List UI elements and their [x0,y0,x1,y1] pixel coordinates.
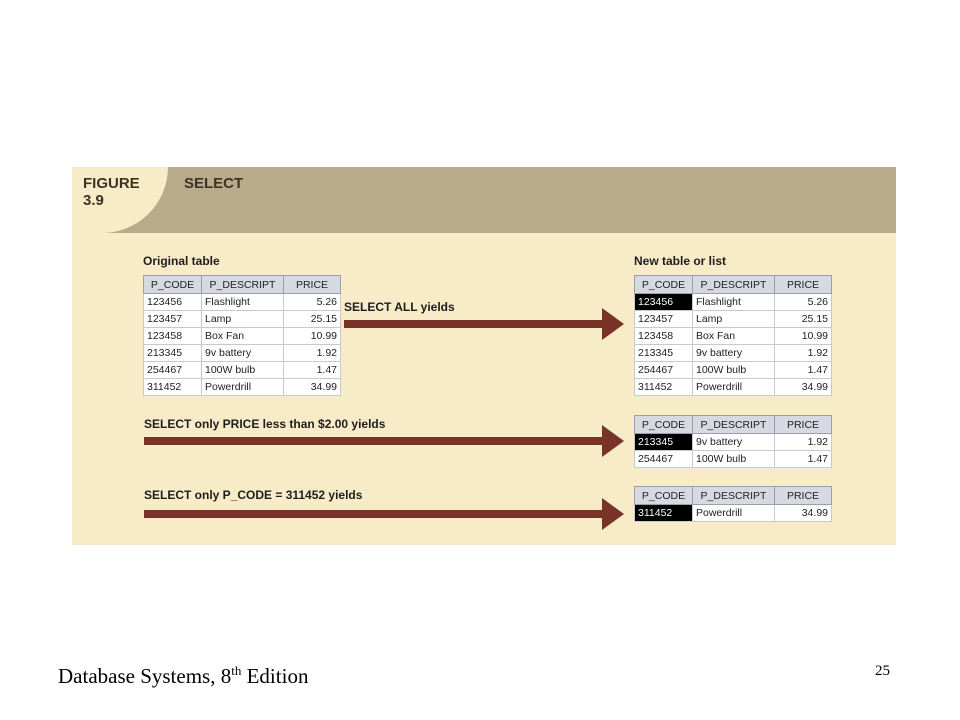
p-descript-cell: Box Fan [693,328,775,345]
select-code-label: SELECT only P_CODE = 311452 yields [144,488,363,502]
p-code-cell: 123458 [635,328,693,345]
price-cell: 34.99 [775,379,832,396]
original-table [143,275,341,396]
figure-number-value: 3.9 [83,192,104,209]
table-row [635,311,832,328]
p-descript-cell: 9v battery [202,345,284,362]
figure-title: SELECT [184,175,244,192]
p-descript-cell: Box Fan [202,328,284,345]
p-descript-cell: 100W bulb [693,362,775,379]
figure-number-word: FIGURE [83,175,140,192]
price-cell: 1.47 [775,451,832,468]
price-cell: 1.92 [775,434,832,451]
column-header: P_DESCRIPT [202,276,284,294]
price-cell: 10.99 [775,328,832,345]
table-header-row [635,416,832,434]
column-header: P_CODE [144,276,202,294]
p-code-cell: 254467 [144,362,202,379]
p-descript-cell: Powerdrill [693,505,775,522]
column-header: P_CODE [635,416,693,434]
p-descript-cell: Lamp [693,311,775,328]
p-code-cell: 311452 [635,379,693,396]
table-header-row [635,487,832,505]
table-row [635,379,832,396]
p-code-cell: 123457 [144,311,202,328]
p-code-cell: 123457 [635,311,693,328]
footer-title-suffix: Edition [241,664,309,688]
new-table-label: New table or list [634,254,727,268]
price-cell: 34.99 [284,379,341,396]
price-cell: 5.26 [284,294,341,311]
column-header: P_DESCRIPT [693,416,775,434]
column-header: P_CODE [635,487,693,505]
p-code-cell: 254467 [635,451,693,468]
price-cell: 25.15 [775,311,832,328]
p-code-cell-selected: 213345 [635,434,693,451]
select-code-arrow [144,510,602,518]
table-row [144,311,341,328]
p-code-cell: 311452 [144,379,202,396]
table-row [635,362,832,379]
table-row [635,434,832,451]
table-row [144,294,341,311]
p-descript-cell: 100W bulb [693,451,775,468]
column-header: P_DESCRIPT [693,487,775,505]
select-price-label: SELECT only PRICE less than $2.00 yields [144,417,386,431]
column-header: PRICE [775,487,832,505]
footer-title-prefix: Database Systems, 8 [58,664,232,688]
page-number: 25 [875,663,890,679]
table-row [144,345,341,362]
result-code-table [634,486,832,522]
column-header: P_CODE [635,276,693,294]
column-header: PRICE [284,276,341,294]
p-code-cell: 254467 [635,362,693,379]
select-price-arrow [144,437,602,445]
table-row [635,328,832,345]
price-cell: 5.26 [775,294,832,311]
p-descript-cell: Powerdrill [202,379,284,396]
price-cell: 1.47 [284,362,341,379]
select-all-arrow [344,320,602,328]
p-descript-cell: Lamp [202,311,284,328]
p-descript-cell: 9v battery [693,434,775,451]
column-header: PRICE [775,276,832,294]
p-descript-cell: Powerdrill [693,379,775,396]
p-code-cell: 123458 [144,328,202,345]
original-table-label: Original table [143,254,220,268]
select-all-label: SELECT ALL yields [344,300,455,314]
result-price-table [634,415,832,468]
price-cell: 10.99 [284,328,341,345]
price-cell: 25.15 [284,311,341,328]
p-descript-cell: Flashlight [693,294,775,311]
table-row [144,362,341,379]
table-row [635,451,832,468]
price-cell: 1.92 [775,345,832,362]
p-code-cell-selected: 123456 [635,294,693,311]
table-header-row [144,276,341,294]
p-descript-cell: 9v battery [693,345,775,362]
p-code-cell: 213345 [144,345,202,362]
price-cell: 34.99 [775,505,832,522]
table-row [635,505,832,522]
column-header: P_DESCRIPT [693,276,775,294]
table-header-row [635,276,832,294]
p-code-cell-selected: 311452 [635,505,693,522]
column-header: PRICE [775,416,832,434]
p-descript-cell: Flashlight [202,294,284,311]
p-code-cell: 213345 [635,345,693,362]
table-row [144,328,341,345]
figure-panel [72,167,896,545]
price-cell: 1.92 [284,345,341,362]
p-code-cell: 123456 [144,294,202,311]
table-row [144,379,341,396]
footer-title [58,663,308,689]
p-descript-cell: 100W bulb [202,362,284,379]
footer-title-superscript: th [231,663,242,678]
price-cell: 1.47 [775,362,832,379]
figure-number [83,175,140,209]
result-all-table [634,275,832,396]
table-row [635,345,832,362]
table-row [635,294,832,311]
